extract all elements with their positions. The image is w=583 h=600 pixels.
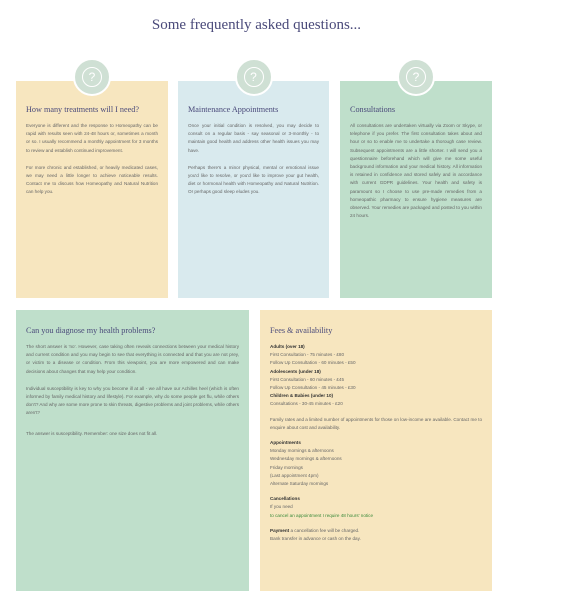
card-heading: How many treatments will I need? (26, 105, 139, 114)
payment-rest: a cancellation fee will be charged. (290, 527, 360, 533)
fees-subheading: Adolescents (under 18) (270, 368, 321, 374)
payment-detail: Bank transfer in advance or cash on the day. (270, 536, 361, 542)
appointment-line: Wednesday mornings & afternoons (270, 456, 342, 462)
question-circle-icon: ? (397, 58, 435, 96)
card-paragraph: Once your initial condition is resolved, you may decide to consult on a regular basis - say seasonal or 3-monthly - to maintain good health and address other health issues you may have. (188, 123, 319, 153)
card-heading: Consultations (350, 105, 396, 114)
question-circle-icon: ? (73, 58, 111, 96)
faq-card-maintenance (178, 70, 329, 298)
page-title: Some frequently asked questions... (151, 17, 362, 33)
card-paragraph: All consultations are undertaken virtually via Zoom or Skype, or telephone if you prefer. The first consultation takes about and hour or so to enable me to undertake a thorough case review. Subsequent appointments are a little shorter. I will send you a questionnaire beforehand which will give me some useful background information and your medical history. All information is retained in confidence and stored safely and in accordance with current GDPR guidelines. Your health and safety is paramount so I choose to use pre-made remedies from a homeopathic pharmacy to ensure hygiene measures are observed. Your remedies are packaged and posted to you within 24 hours. (350, 123, 482, 219)
fees-subheading: Cancellations (270, 496, 300, 502)
card-heading: Can you diagnose my health problems? (26, 326, 156, 335)
cancel-intro: If you need (270, 504, 293, 510)
fee-line: Follow Up Consultation - 60 minutes - £50 (270, 360, 356, 366)
appointment-line: Alternate Saturday mornings (270, 481, 329, 487)
card-paragraph: For more chronic and established, or heavily medicated cases, we may need a little longer to achieve noticeable results. Contact me to discuss how Homeopathy and Natural Nutrition can help you. (26, 164, 158, 195)
appointment-line: (Last appointment 4pm) (270, 472, 319, 478)
family-note: Family rates and a limited number of appointments for those on low-income are available. Contact me to enquire about cost and availability. (270, 416, 482, 430)
fees-subheading: Children & Babies (under 10) (270, 393, 334, 399)
fee-line: First Consultation - 75 minutes - £80 (270, 352, 345, 358)
fees-card (260, 310, 492, 591)
card-paragraph: Everyone is different and the response to Homeopathy can be rapid with results seen with 24-48 hours or, sometimes a month or so. I usually recommend a monthly appointment for 3 months to review and establish continued improvement. (26, 123, 158, 153)
faq-card-treatments (16, 70, 168, 298)
appointment-line: Monday mornings & afternoons (270, 448, 334, 454)
faq-card-consultations (340, 70, 492, 298)
fee-line: Consultations - 30-45 minutes - £20 (270, 401, 343, 407)
payment-label: Payment (270, 527, 290, 533)
fee-line: First Consultation - 60 minutes - £45 (270, 376, 345, 382)
card-paragraph: The short answer is 'no'. However, case taking often reveals connections between your medical history and current condition and you may begin to see that everything is connected and that you are not prey, or victim to a disease or condition. From this viewpoint, you are more empowered and can make decisions about changes that may help your condition. (26, 344, 239, 374)
cancel-notice: to cancel an appointment I require 48 hours' notice (270, 512, 374, 518)
card-paragraph: Individual susceptibility is key to why you become ill at all - we all have our Achilles heel (which is often informed by family medical history and lifestyle). For example, why do some people get flu, while others don't? And why are some more prone to skin threats, digestive problems and joint problems, while others aren't? (26, 385, 239, 416)
question-circle-icon: ? (235, 58, 273, 96)
card-heading: Maintenance Appointments (188, 105, 279, 114)
fees-subheading: Adults (over 18) (270, 344, 305, 349)
card-paragraph: Perhaps there's a minor physical, mental or emotional issue you'd like to resolve, or you'd like to improve your gut health, diet or hormonal health with Homeopathy and Natural Nutrition. Or perhaps good sleep eludes you. (188, 164, 319, 195)
card-paragraph: The answer is susceptibility. Remember: one size does not fit all. (26, 430, 158, 436)
appointment-line: Friday mornings (270, 464, 303, 470)
fees-subheading: Appointments (270, 440, 301, 446)
faq-card-diagnose (16, 310, 249, 591)
payment-line (270, 527, 482, 535)
card-heading: Fees & availability (270, 326, 333, 335)
fee-line: Follow Up Consultation - 45 minutes - £30 (270, 385, 356, 391)
